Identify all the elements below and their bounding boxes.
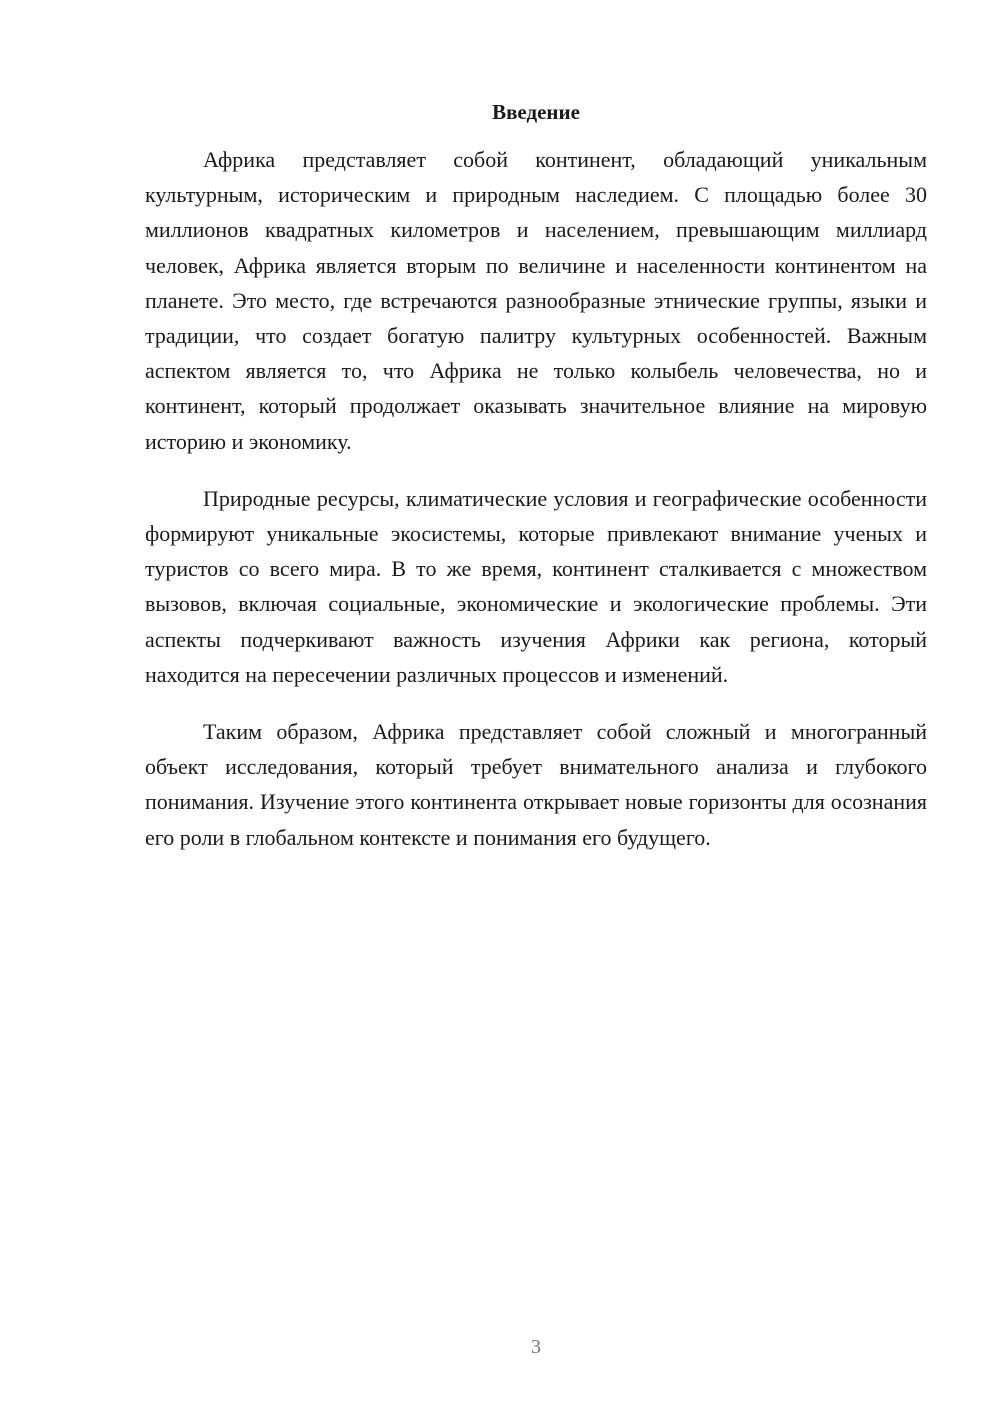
paragraph-3: Таким образом, Африка представляет собой сложный и многогранный объект исследования, который требует внимательного анализа и глубокого понимания. Изучение этого континента открывает новые горизонты для осознания его роли в глобальном контексте и понимания его будущего. [145,719,927,850]
page-number: 3 [531,1336,541,1358]
paragraph-1: Африка представляет собой континент, обладающий уникальным культурным, историческим и природным наследием. С площадью более 30 миллионов квадратных километров и населением, превышающим миллиард человек, Африка является вторым по величине и населенности континентом на планете. Это место, где встречаются разнообразные этнические группы, языки и традиции, что создает богатую палитру культурных особенностей. Важным аспектом является то, что Африка не только колыбель человечества, но и континент, который продолжает оказывать значительное влияние на мировую историю и экономику. [145,147,927,454]
paragraph-2: Природные ресурсы, климатические условия и географические особенности формируют уникальные экосистемы, которые привлекают внимание ученых и туристов со всего мира. В то же время, континент сталкивается с множеством вызовов, включая социальные, экономические и экологические проблемы. Эти аспекты подчеркивают важность изучения Африки как региона, который находится на пересечении различных процессов и изменений. [145,485,927,687]
body-text [145,142,927,855]
section-heading: Введение [492,100,580,124]
